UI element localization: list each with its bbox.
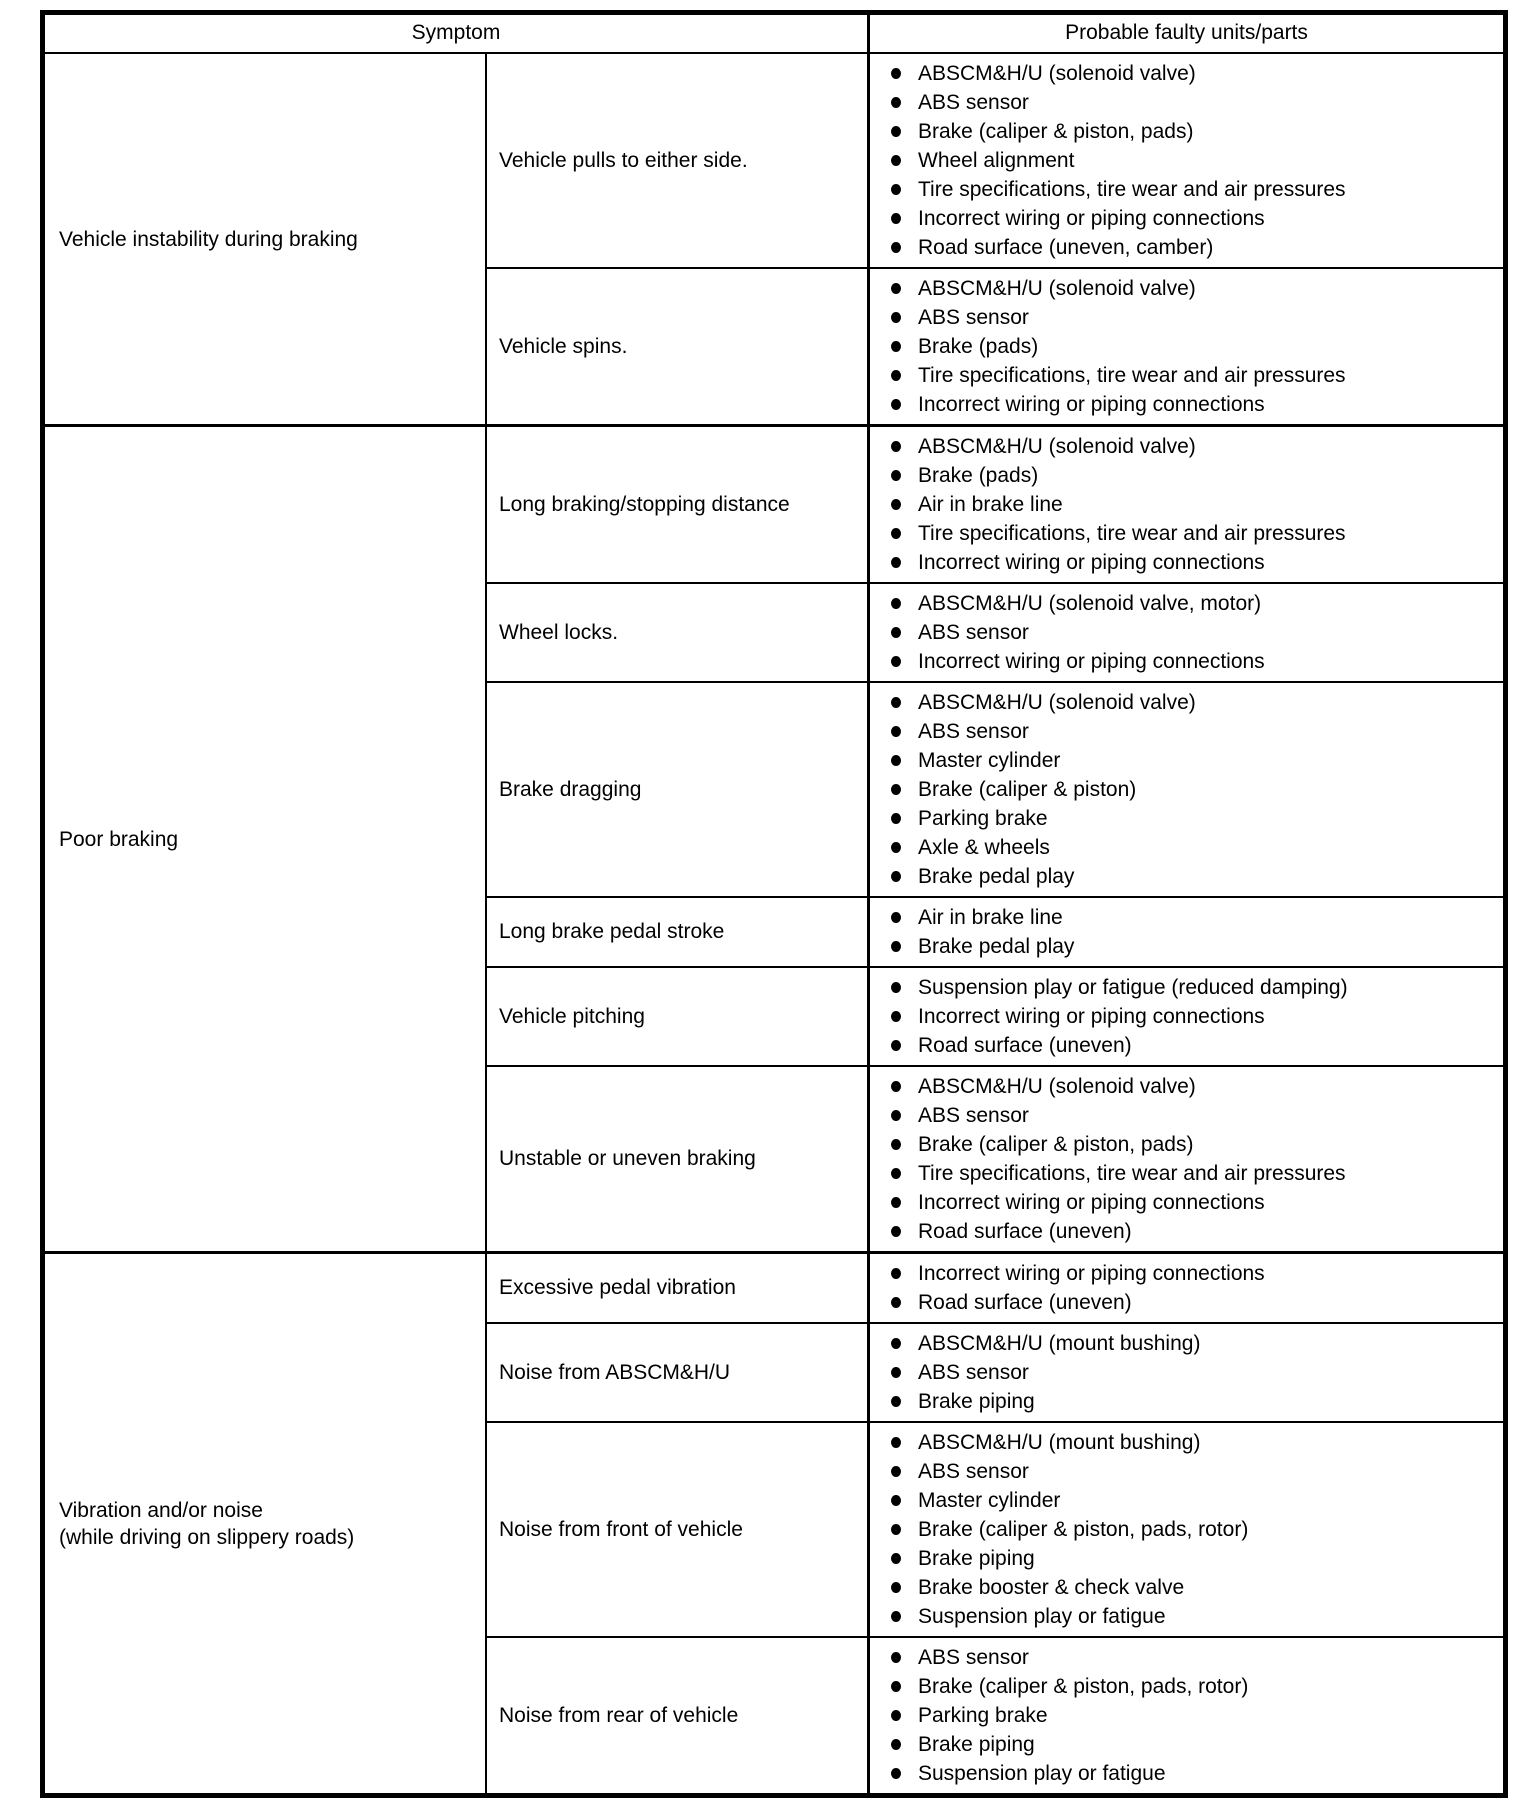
list-item — [870, 361, 1503, 390]
list-item — [870, 973, 1503, 1002]
bullet-icon — [891, 755, 901, 766]
part-label: Incorrect wiring or piping connections — [918, 551, 1265, 574]
symptom-group-rows — [485, 1254, 1503, 1793]
part-label: Incorrect wiring or piping connections — [918, 207, 1265, 230]
part-label: Brake (pads) — [918, 464, 1039, 487]
list-item — [870, 688, 1503, 717]
faulty-parts-list — [870, 903, 1503, 961]
faulty-parts-cell — [867, 584, 1503, 681]
table-row — [485, 1254, 1503, 1322]
part-label: ABSCM&H/U (solenoid valve) — [918, 691, 1196, 714]
bullet-icon — [891, 1553, 901, 1564]
part-label: Brake pedal play — [918, 865, 1075, 888]
sub-symptom-cell — [485, 269, 867, 424]
part-label: Suspension play or fatigue — [918, 1762, 1166, 1785]
faulty-parts-list — [870, 1329, 1503, 1416]
part-label: Suspension play or fatigue (reduced damping) — [918, 976, 1348, 999]
bullet-icon — [891, 842, 901, 853]
list-item — [870, 1288, 1503, 1317]
part-label: Brake (pads) — [918, 335, 1039, 358]
table-row — [485, 1636, 1503, 1793]
part-label: Brake pedal play — [918, 935, 1075, 958]
bullet-icon — [891, 242, 901, 253]
part-label: Tire specifications, tire wear and air pressures — [918, 178, 1346, 201]
part-label: Incorrect wiring or piping connections — [918, 1005, 1265, 1028]
sub-symptom-label: Long brake pedal stroke — [499, 920, 725, 943]
part-label: ABS sensor — [918, 1646, 1029, 1669]
part-label: ABSCM&H/U (mount bushing) — [918, 1332, 1201, 1355]
part-label: ABSCM&H/U (solenoid valve) — [918, 435, 1196, 458]
header-probable-faulty-parts: Probable faulty units/parts — [867, 15, 1503, 52]
bullet-icon — [891, 871, 901, 882]
part-label: Brake (caliper & piston, pads) — [918, 1133, 1194, 1156]
symptom-group-cell — [45, 427, 485, 1251]
list-item — [870, 903, 1503, 932]
part-label: ABS sensor — [918, 1104, 1029, 1127]
list-item — [870, 618, 1503, 647]
part-label: Brake piping — [918, 1390, 1035, 1413]
bullet-icon — [891, 283, 901, 294]
sub-symptom-cell — [485, 584, 867, 681]
list-item — [870, 332, 1503, 361]
faulty-parts-list — [870, 973, 1503, 1060]
list-item — [870, 548, 1503, 577]
list-item — [870, 1387, 1503, 1416]
symptom-group-cell — [45, 1254, 485, 1793]
bullet-icon — [891, 441, 901, 452]
bullet-icon — [891, 1011, 901, 1022]
part-label: ABS sensor — [918, 720, 1029, 743]
bullet-icon — [891, 126, 901, 137]
list-item — [870, 1544, 1503, 1573]
bullet-icon — [891, 341, 901, 352]
list-item — [870, 746, 1503, 775]
part-label: ABSCM&H/U (solenoid valve) — [918, 62, 1196, 85]
sub-symptom-label: Vehicle spins. — [499, 334, 628, 358]
bullet-icon — [891, 499, 901, 510]
part-label: Brake (caliper & piston, pads, rotor) — [918, 1518, 1249, 1541]
bullet-icon — [891, 557, 901, 568]
bullet-icon — [891, 1652, 901, 1663]
bullet-icon — [891, 1466, 901, 1477]
bullet-icon — [891, 1495, 901, 1506]
list-item — [870, 1329, 1503, 1358]
bullet-icon — [891, 312, 901, 323]
list-item — [870, 1259, 1503, 1288]
table-row — [485, 267, 1503, 424]
list-item — [870, 146, 1503, 175]
sub-symptom-cell — [485, 1638, 867, 1793]
list-item — [870, 1672, 1503, 1701]
bullet-icon — [891, 1197, 901, 1208]
bullet-icon — [891, 1338, 901, 1349]
sub-symptom-cell — [485, 683, 867, 896]
sub-symptom-cell — [485, 1324, 867, 1421]
sub-symptom-cell — [485, 1423, 867, 1636]
table-row — [485, 54, 1503, 267]
bullet-icon — [891, 627, 901, 638]
bullet-icon — [891, 1739, 901, 1750]
table-row — [485, 1065, 1503, 1251]
list-item — [870, 717, 1503, 746]
bullet-icon — [891, 784, 901, 795]
symptom-group-rows — [485, 54, 1503, 424]
symptom-group — [45, 424, 1503, 1251]
sub-symptom-label: Noise from ABSCM&H/U — [499, 1360, 731, 1384]
list-item — [870, 1217, 1503, 1246]
list-item — [870, 1358, 1503, 1387]
part-label: Brake (caliper & piston, pads, rotor) — [918, 1675, 1249, 1698]
faulty-parts-cell — [867, 898, 1503, 966]
part-label: ABSCM&H/U (solenoid valve) — [918, 277, 1196, 300]
part-label: Suspension play or fatigue — [918, 1605, 1166, 1628]
table-row — [485, 896, 1503, 966]
faulty-parts-cell — [867, 683, 1503, 896]
part-label: Road surface (uneven, camber) — [918, 236, 1214, 259]
part-label: Master cylinder — [918, 749, 1061, 772]
part-label: ABSCM&H/U (mount bushing) — [918, 1431, 1201, 1454]
sub-symptom-label: Unstable or uneven braking — [499, 1147, 756, 1170]
bullet-icon — [891, 184, 901, 195]
bullet-icon — [891, 912, 901, 923]
bullet-icon — [891, 1681, 901, 1692]
faulty-parts-list — [870, 274, 1503, 419]
faulty-parts-cell — [867, 1324, 1503, 1421]
bullet-icon — [891, 1226, 901, 1237]
sub-symptom-label: Vehicle pitching — [499, 1004, 645, 1028]
list-item — [870, 833, 1503, 862]
bullet-icon — [891, 1437, 901, 1448]
bullet-icon — [891, 1768, 901, 1779]
symptom-group-rows — [485, 427, 1503, 1251]
part-label: Incorrect wiring or piping connections — [918, 1262, 1265, 1285]
list-item — [870, 775, 1503, 804]
list-item — [870, 233, 1503, 262]
sub-symptom-label: Excessive pedal vibration — [499, 1276, 736, 1299]
part-label: ABS sensor — [918, 91, 1029, 114]
symptom-group-label: Vibration and/or noise (while driving on slippery roads) — [59, 1498, 355, 1549]
part-label: Wheel alignment — [918, 149, 1075, 172]
bullet-icon — [891, 1297, 901, 1308]
faulty-parts-list — [870, 59, 1503, 262]
list-item — [870, 519, 1503, 548]
sub-symptom-cell — [485, 427, 867, 582]
part-label: ABS sensor — [918, 621, 1029, 644]
list-item — [870, 1643, 1503, 1672]
list-item — [870, 432, 1503, 461]
bullet-icon — [891, 1268, 901, 1279]
sub-symptom-cell — [485, 968, 867, 1065]
bullet-icon — [891, 1582, 901, 1593]
part-label: Brake (caliper & piston, pads) — [918, 120, 1194, 143]
bullet-icon — [891, 97, 901, 108]
bullet-icon — [891, 399, 901, 410]
list-item — [870, 1602, 1503, 1631]
symptom-group-cell — [45, 54, 485, 424]
part-label: Tire specifications, tire wear and air pressures — [918, 1162, 1346, 1185]
list-item — [870, 175, 1503, 204]
table-row — [485, 427, 1503, 582]
faulty-parts-cell — [867, 1423, 1503, 1636]
sub-symptom-label: Noise from rear of vehicle — [499, 1703, 739, 1727]
faulty-parts-cell — [867, 269, 1503, 424]
header-symptom: Symptom — [411, 21, 501, 44]
faulty-parts-list — [870, 1072, 1503, 1246]
faulty-parts-list — [870, 1428, 1503, 1631]
list-item — [870, 274, 1503, 303]
bullet-icon — [891, 982, 901, 993]
sub-symptom-cell — [485, 1067, 867, 1251]
list-item — [870, 1573, 1503, 1602]
list-item — [870, 461, 1503, 490]
bullet-icon — [891, 1710, 901, 1721]
bullet-icon — [891, 1367, 901, 1378]
list-item — [870, 1159, 1503, 1188]
list-item — [870, 204, 1503, 233]
faulty-parts-list — [870, 1259, 1503, 1317]
symptom-group — [45, 1251, 1503, 1793]
bullet-icon — [891, 598, 901, 609]
part-label: Parking brake — [918, 1704, 1048, 1727]
list-item — [870, 490, 1503, 519]
sub-symptom-label: Brake dragging — [499, 777, 642, 801]
bullet-icon — [891, 1040, 901, 1051]
bullet-icon — [891, 470, 901, 481]
table-header-row — [45, 15, 1503, 54]
bullet-icon — [891, 1611, 901, 1622]
list-item — [870, 1101, 1503, 1130]
list-item — [870, 88, 1503, 117]
faulty-parts-list — [870, 1643, 1503, 1788]
list-item — [870, 1002, 1503, 1031]
part-label: Road surface (uneven) — [918, 1220, 1132, 1243]
symptom-group-label: Vehicle instability during braking — [59, 227, 358, 251]
bullet-icon — [891, 370, 901, 381]
part-label: Air in brake line — [918, 493, 1063, 516]
faulty-parts-list — [870, 589, 1503, 676]
table-body — [45, 54, 1503, 1793]
part-label: Incorrect wiring or piping connections — [918, 650, 1265, 673]
faulty-parts-list — [870, 688, 1503, 891]
list-item — [870, 59, 1503, 88]
part-label: ABS sensor — [918, 1361, 1029, 1384]
part-label: Brake piping — [918, 1547, 1035, 1570]
list-item — [870, 303, 1503, 332]
sub-symptom-cell — [485, 1254, 867, 1322]
part-label: Parking brake — [918, 807, 1048, 830]
faulty-parts-cell — [867, 54, 1503, 267]
part-label: Axle & wheels — [918, 836, 1050, 859]
bullet-icon — [891, 155, 901, 166]
part-label: ABS sensor — [918, 306, 1029, 329]
bullet-icon — [891, 941, 901, 952]
list-item — [870, 117, 1503, 146]
bullet-icon — [891, 697, 901, 708]
bullet-icon — [891, 213, 901, 224]
part-label: Tire specifications, tire wear and air pressures — [918, 522, 1346, 545]
bullet-icon — [891, 1168, 901, 1179]
part-label: Road surface (uneven) — [918, 1034, 1132, 1057]
faulty-parts-list — [870, 432, 1503, 577]
list-item — [870, 1188, 1503, 1217]
list-item — [870, 932, 1503, 961]
part-label: Brake booster & check valve — [918, 1576, 1185, 1599]
sub-symptom-label: Vehicle pulls to either side. — [499, 148, 748, 172]
symptom-group — [45, 54, 1503, 424]
list-item — [870, 1428, 1503, 1457]
sub-symptom-cell — [485, 898, 867, 966]
part-label: Road surface (uneven) — [918, 1291, 1132, 1314]
list-item — [870, 647, 1503, 676]
part-label: Master cylinder — [918, 1489, 1061, 1512]
sub-symptom-label: Noise from front of vehicle — [499, 1517, 743, 1541]
list-item — [870, 1701, 1503, 1730]
bullet-icon — [891, 1396, 901, 1407]
bullet-icon — [891, 813, 901, 824]
list-item — [870, 862, 1503, 891]
bullet-icon — [891, 528, 901, 539]
sub-symptom-cell — [485, 54, 867, 267]
faulty-parts-cell — [867, 1638, 1503, 1793]
faulty-parts-cell — [867, 1067, 1503, 1251]
bullet-icon — [891, 656, 901, 667]
faulty-parts-cell — [867, 968, 1503, 1065]
part-label: Brake piping — [918, 1733, 1035, 1756]
list-item — [870, 1486, 1503, 1515]
table-row — [485, 966, 1503, 1065]
list-item — [870, 1072, 1503, 1101]
part-label: Tire specifications, tire wear and air pressures — [918, 364, 1346, 387]
symptom-group-label: Poor braking — [59, 827, 179, 851]
list-item — [870, 804, 1503, 833]
bullet-icon — [891, 1110, 901, 1121]
list-item — [870, 390, 1503, 419]
part-label: Brake (caliper & piston) — [918, 778, 1137, 801]
table-row — [485, 1322, 1503, 1421]
list-item — [870, 1031, 1503, 1060]
list-item — [870, 1730, 1503, 1759]
bullet-icon — [891, 1524, 901, 1535]
bullet-icon — [891, 1081, 901, 1092]
bullet-icon — [891, 726, 901, 737]
bullet-icon — [891, 1139, 901, 1150]
part-label: Incorrect wiring or piping connections — [918, 393, 1265, 416]
sub-symptom-label: Wheel locks. — [499, 620, 619, 644]
part-label: ABS sensor — [918, 1460, 1029, 1483]
part-label: Incorrect wiring or piping connections — [918, 1191, 1265, 1214]
list-item — [870, 1130, 1503, 1159]
list-item — [870, 1457, 1503, 1486]
part-label: ABSCM&H/U (solenoid valve, motor) — [918, 592, 1262, 615]
faulty-parts-cell — [867, 427, 1503, 582]
table-row — [485, 582, 1503, 681]
sub-symptom-label: Long braking/stopping distance — [499, 492, 790, 516]
part-label: ABSCM&H/U (solenoid valve) — [918, 1075, 1196, 1098]
list-item — [870, 1515, 1503, 1544]
table-row — [485, 1421, 1503, 1636]
bullet-icon — [891, 68, 901, 79]
troubleshooting-table — [40, 10, 1508, 1798]
part-label: Air in brake line — [918, 906, 1063, 929]
list-item — [870, 589, 1503, 618]
list-item — [870, 1759, 1503, 1788]
faulty-parts-cell — [867, 1254, 1503, 1322]
table-row — [485, 681, 1503, 896]
